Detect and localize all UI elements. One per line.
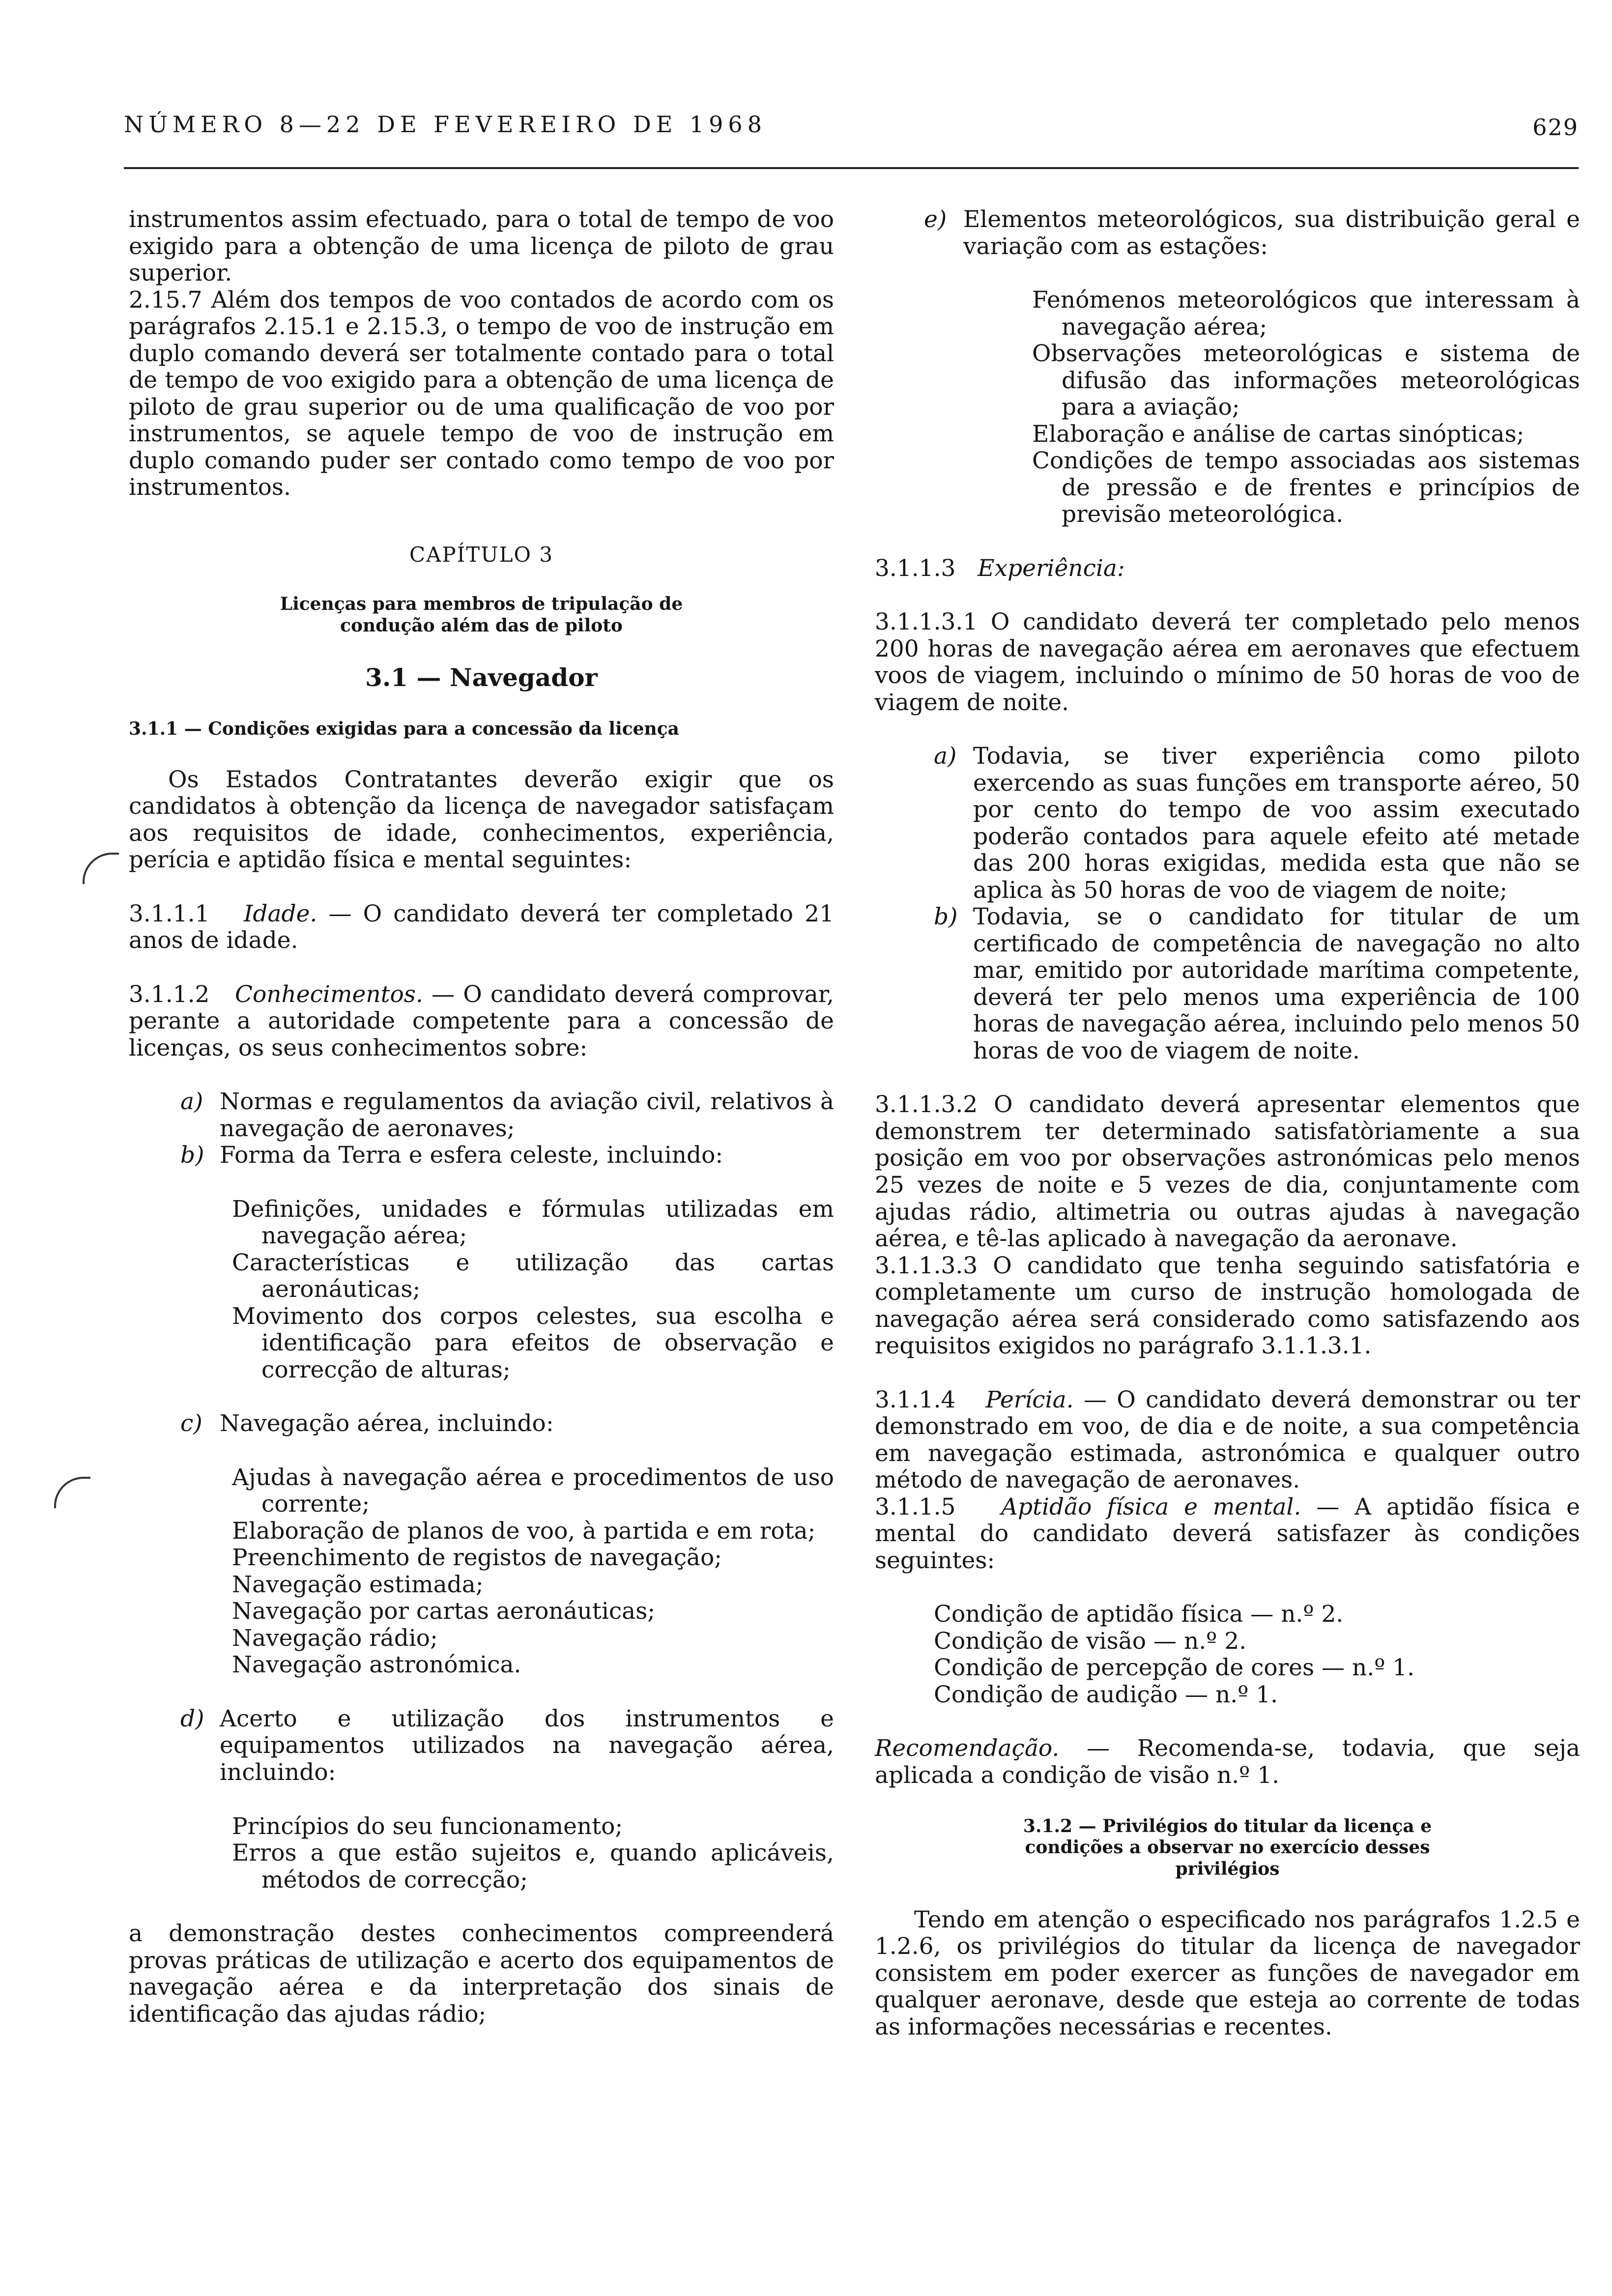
list-item bbox=[924, 206, 1580, 260]
condition-item: Condição de visão — n.º 2. bbox=[934, 1627, 1247, 1655]
sublist-item: Ajudas à navegação aérea e procedimentos de uso corrente; bbox=[232, 1464, 834, 1518]
clause-aptidao bbox=[875, 1494, 1580, 1575]
conditions-list bbox=[875, 1601, 1580, 1708]
sublist-item: Fenómenos meteorológicos que interessam à navegação aérea; bbox=[1032, 287, 1580, 341]
clause-idade bbox=[129, 901, 834, 954]
list-item bbox=[180, 1089, 834, 1142]
item-text: Todavia, se o candidato for titular de um certificado de competência de navegação no alto mar, emitido por autoridade marítima competente, deverá ter pelo menos uma experiência de 100 horas de navegação aérea, incluindo pelo menos 50 horas de voo de viagem de noite. bbox=[973, 903, 1580, 1064]
item-text: Elementos meteorológicos, sua distribuição geral e variação com as estações: bbox=[963, 206, 1580, 260]
sublist-item: Navegação astronómica. bbox=[232, 1651, 521, 1679]
sublist-item: Elaboração de planos de voo, à partida e em rota; bbox=[232, 1517, 816, 1545]
sublist-item: Definições, unidades e fórmulas utilizadas em navegação aérea; bbox=[232, 1195, 834, 1250]
item-text: Forma da Terra e esfera celeste, incluindo: bbox=[220, 1142, 723, 1169]
sublist-b bbox=[129, 1196, 834, 1384]
clause-number: 3.1.1.1 bbox=[129, 900, 210, 927]
paragraph: 3.1.1.3.3 O candidato que tenha seguindo satisfatória e completamente um curso de instrução homologada de navegação aérea será considerado como satisfazendo aos requisitos exigidos no parágrafo 3.1.1.3.1. bbox=[875, 1252, 1580, 1360]
paragraph: 3.1.1.3.1 O candidato deverá ter completado pelo menos 200 horas de navegação aérea em aeronaves que efectuem voos de viagem, incluindo o mínimo de 50 horas de voo de viagem de noite. bbox=[875, 608, 1580, 716]
item-label: b) bbox=[180, 1142, 204, 1169]
sublist-item: Elaboração e análise de cartas sinópticas; bbox=[1032, 420, 1525, 448]
list-item bbox=[180, 1142, 834, 1169]
margin-mark bbox=[54, 1477, 90, 1508]
clause-text: — O candidato deverá demonstrar ou ter demonstrado em voo, de dia e de noite, a sua competência em navegação estimada, astronómica e qualquer outro método de navegação de aeronaves. bbox=[875, 1386, 1580, 1494]
list-item bbox=[934, 904, 1580, 1064]
subsection-heading: 3.1.2 — Privilégios do titular da licença e condições a observar no exercício desses privilégios bbox=[1023, 1816, 1432, 1879]
clause-number: 3.1.1.5 bbox=[875, 1493, 956, 1521]
item-label: a) bbox=[180, 1088, 203, 1116]
margin-mark bbox=[83, 853, 119, 884]
issue-date: NÚMERO 8—22 DE FEVEREIRO DE 1968 bbox=[124, 111, 767, 138]
item-text: Navegação aérea, incluindo: bbox=[220, 1410, 554, 1437]
item-text: Acerto e utilização dos instrumentos e equipamentos utilizados na navegação aérea, incluindo: bbox=[220, 1705, 834, 1786]
list-item bbox=[180, 1706, 834, 1786]
header-rule bbox=[124, 167, 1579, 169]
paragraph: instrumentos assim efectuado, para o total de tempo de voo exigido para a obtenção de uma licença de piloto de grau superior. bbox=[129, 206, 834, 287]
section-heading: 3.1 — Navegador bbox=[365, 662, 598, 692]
item-label: b) bbox=[934, 903, 958, 931]
sublist-item: Navegação estimada; bbox=[232, 1571, 484, 1598]
paragraph: Os Estados Contratantes deverão exigir que os candidatos à obtenção da licença de navegador satisfaçam aos requisitos de idade, conhecimentos, experiência, perícia e aptidão física e mental seguintes: bbox=[129, 766, 834, 874]
clause-title: Aptidão física e mental. bbox=[1001, 1493, 1301, 1521]
item-text: Normas e regulamentos da aviação civil, relativos à navegação de aeronaves; bbox=[220, 1088, 834, 1142]
paragraph: Tendo em atenção o especificado nos parágrafos 1.2.5 e 1.2.6, os privilégios do titular da licença de navegador consistem em poder exercer as funções de navegador em qualquer aeronave, desde que esteja ao corrente de todas as informações necessárias e recentes. bbox=[875, 1906, 1580, 2040]
right-column bbox=[875, 206, 1580, 2040]
item-text: Todavia, se tiver experiência como piloto exercendo as suas funções em transporte aéreo, 50 por cento do tempo de voo assim executado poderão contados para aquele efeito até metade das 200 horas exigidas, medida esta que não se aplica às 50 horas de voo de viagem de noite; bbox=[973, 743, 1580, 904]
list-item bbox=[180, 1410, 834, 1437]
sublist-item: Erros a que estão sujeitos e, quando aplicáveis, métodos de correcção; bbox=[232, 1839, 834, 1894]
clause-number: 3.1.1.2 bbox=[129, 980, 210, 1008]
clause-title: Conhecimentos. bbox=[235, 980, 423, 1008]
page-header bbox=[124, 111, 1579, 150]
condition-item: Condição de audição — n.º 1. bbox=[934, 1681, 1278, 1708]
clause-pericia bbox=[875, 1387, 1580, 1494]
sublist-c bbox=[129, 1464, 834, 1679]
sublist-item: Condições de tempo associadas aos sistemas de pressão e de frentes e princípios de previsão meteorológica. bbox=[1032, 447, 1580, 528]
sublist-item: Navegação por cartas aeronáuticas; bbox=[232, 1598, 656, 1625]
experience-list bbox=[875, 743, 1580, 1064]
item-label: e) bbox=[924, 206, 947, 233]
item-label: a) bbox=[934, 743, 957, 770]
sublist-item: Características e utilização das cartas aeronáuticas; bbox=[232, 1249, 834, 1303]
recommendation-title: Recomendação. bbox=[875, 1735, 1060, 1762]
sublist-item: Princípios do seu funcionamento; bbox=[232, 1812, 623, 1840]
sublist-d bbox=[129, 1813, 834, 1894]
paragraph: 2.15.7 Além dos tempos de voo contados de acordo com os parágrafos 2.15.1 e 2.15.3, o tempo de voo de instrução em duplo comando deverá ser totalmente contado para o total de tempo de voo exigido para a obtenção de uma licença de piloto de grau superior ou de uma qualificação de voo por instrumentos, se aquele tempo de voo de instrução em duplo comando puder ser contado como tempo de voo por instrumentos. bbox=[129, 286, 834, 501]
clause-text: — A aptidão física e mental do candidato deverá satisfazer às condições seguintes: bbox=[875, 1493, 1580, 1574]
paragraph: 3.1.1.3.2 O candidato deverá apresentar elementos que demonstrem ter determinado satisfatòriamente a sua posição em voo por observações astronómicas pelo menos 25 vezes de noite e 5 vezes de dia, conjuntamente com ajudas rádio, altimetria ou outras ajudas à navegação aérea, e tê-las aplicado à navegação da aeronave. bbox=[875, 1091, 1580, 1253]
recommendation-text: — Recomenda-se, todavia, que seja aplicada a condição de visão n.º 1. bbox=[875, 1735, 1580, 1789]
list-item bbox=[934, 743, 1580, 904]
recommendation bbox=[875, 1735, 1580, 1789]
sublist-item: Movimento dos corpos celestes, sua escolha e identificação para efeitos de observação e correcção de alturas; bbox=[232, 1302, 834, 1383]
sublist-item: Preenchimento de registos de navegação; bbox=[232, 1544, 722, 1572]
clause-title: Idade. bbox=[243, 900, 317, 927]
chapter-heading: CAPÍTULO 3 bbox=[409, 542, 554, 567]
item-label: c) bbox=[180, 1410, 202, 1437]
knowledge-list bbox=[875, 206, 1580, 260]
subsection-heading: 3.1.1 — Condições exigidas para a concessão da licença bbox=[129, 718, 679, 739]
condition-item: Condição de percepção de cores — n.º 1. bbox=[934, 1654, 1415, 1682]
clause-title: Experiência: bbox=[978, 554, 1125, 582]
clause-number: 3.1.1.3 bbox=[875, 554, 956, 582]
clause-title: Perícia. bbox=[985, 1386, 1074, 1413]
sublist-item: Observações meteorológicas e sistema de difusão das informações meteorológicas para a aviação; bbox=[1032, 340, 1580, 421]
knowledge-list bbox=[129, 1410, 834, 1437]
clause-conhecimentos bbox=[129, 981, 834, 1062]
item-label: d) bbox=[180, 1705, 204, 1732]
page-number: 629 bbox=[1532, 114, 1579, 141]
knowledge-list bbox=[129, 1089, 834, 1169]
clause-experiencia bbox=[875, 555, 1580, 582]
paragraph: a demonstração destes conhecimentos compreenderá provas práticas de utilização e acerto dos equipamentos de navegação aérea e da interpretação dos sinais de identificação das ajudas rádio; bbox=[129, 1920, 834, 2028]
left-column bbox=[129, 206, 834, 2028]
clause-number: 3.1.1.4 bbox=[875, 1386, 956, 1413]
sublist-e bbox=[875, 287, 1580, 528]
chapter-title: Licenças para membros de tripulação de condução além das de piloto bbox=[280, 594, 683, 636]
knowledge-list bbox=[129, 1706, 834, 1786]
condition-item: Condição de aptidão física — n.º 2. bbox=[934, 1601, 1344, 1628]
clause-text: — O candidato deverá ter completado 21 anos de idade. bbox=[129, 900, 834, 954]
clause-text: — O candidato deverá comprovar, perante a autoridade competente para a concessão de licenças, os seus conhecimentos sobre: bbox=[129, 980, 834, 1062]
sublist-item: Navegação rádio; bbox=[232, 1624, 438, 1652]
